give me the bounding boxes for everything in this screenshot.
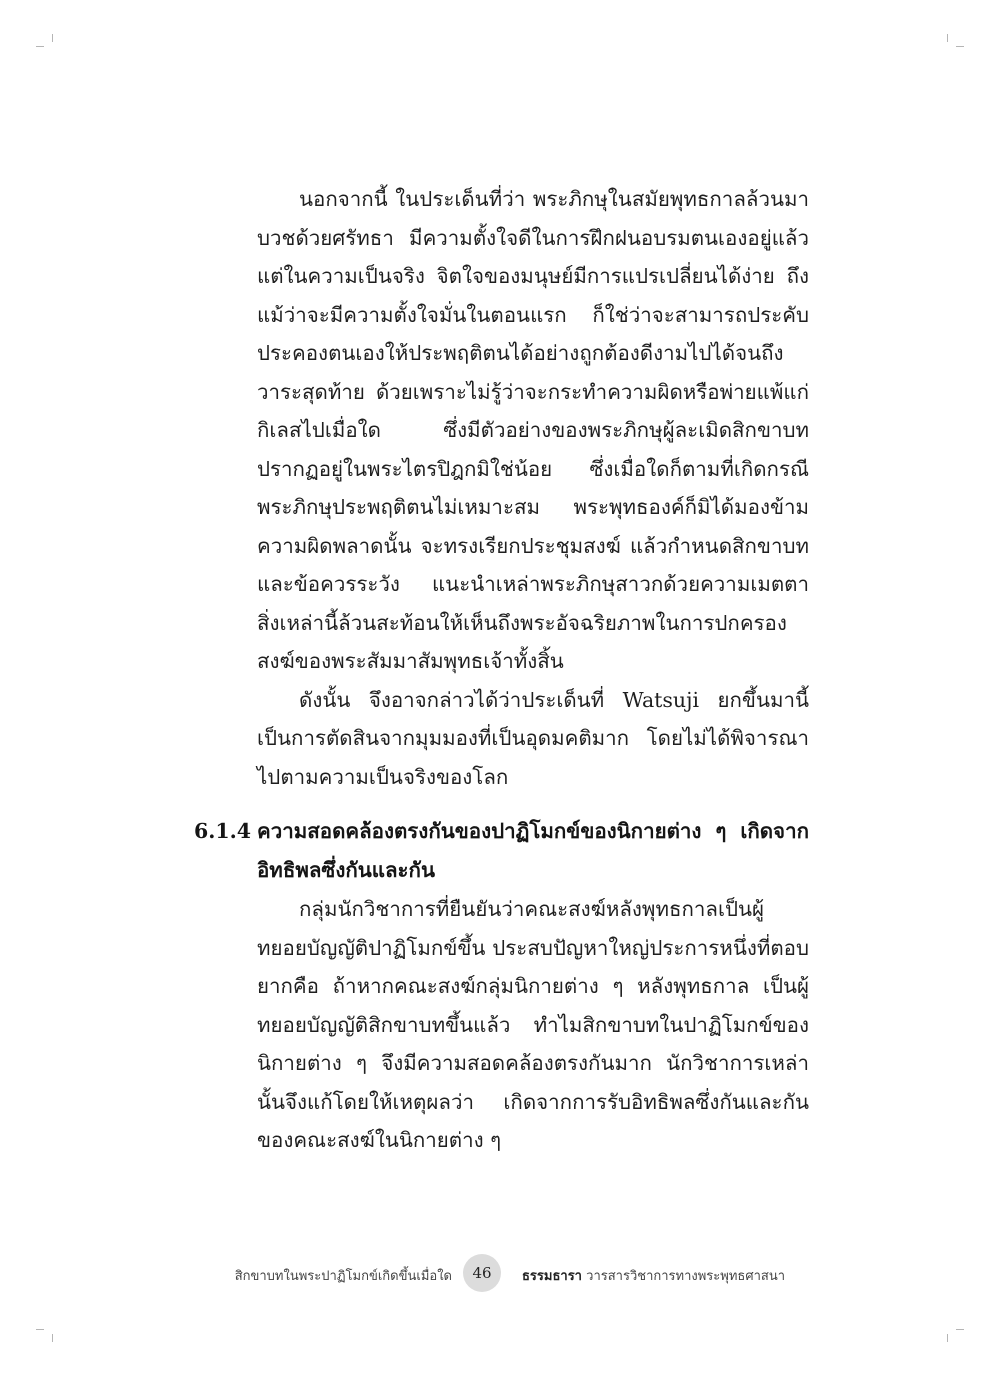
crop-mark <box>956 1329 964 1330</box>
crop-mark <box>36 46 44 47</box>
crop-mark <box>947 34 948 42</box>
crop-mark <box>52 1334 53 1342</box>
section-paragraph: กลุ่มนักวิชาการที่ยืนยันว่าคณะสงฆ์หลังพุทธกาลเป็นผู้ทยอยบัญญัติปาฏิโมกข์ขึ้น ประสบปัญหาใหญ่ประการหนึ่งที่ตอบยากคือ ถ้าหากคณะสงฆ์กลุ่มนิกายต่าง ๆ หลังพุทธกาล เป็นผู้ทยอยบัญญัติสิกขาบทขึ้นแล้ว ทำไมสิกขาบทในปาฏิโมกข์ของนิกายต่าง ๆ จึงมีความสอดคล้องตรงกันมาก นักวิชาการเหล่านั้นจึงแก้โดยให้เหตุผลว่า เกิดจากการรับอิทธิพลซึ่งกันและกันของคณะสงฆ์ในนิกายต่าง ๆ <box>257 897 809 1152</box>
paragraph-1: นอกจากนี้ ในประเด็นที่ว่า พระภิกษุในสมัยพุทธกาลล้วนมาบวชด้วยศรัทธา มีความตั้งใจดีในการฝึกฝนอบรมตนเองอยู่แล้ว แต่ในความเป็นจริง จิตใจของมนุษย์มีการแปรเปลี่ยนได้ง่าย ถึงแม้ว่าจะมีความตั้งใจมั่นในตอนแรก ก็ใช่ว่าจะสามารถประคับประคองตนเองให้ประพฤติตนได้อย่างถูกต้องดีงามไปได้จนถึงวาระสุดท้าย ด้วยเพราะไม่รู้ว่าจะกระทำความผิดหรือพ่ายแพ้แก่กิเลสไปเมื่อใด ซึ่งมีตัวอย่างของพระภิกษุผู้ละเมิดสิกขาบทปรากฏอยู่ในพระไตรปิฎกมิใช่น้อย ซึ่งเมื่อใดก็ตามที่เกิดกรณีพระภิกษุประพฤติตนไม่เหมาะสม พระพุทธองค์ก็มิได้มองข้ามความผิดพลาดนั้น จะทรงเรียกประชุมสงฆ์ แล้วกำหนดสิกขาบทและข้อควรระวัง แนะนำเหล่าพระภิกษุสาวกด้วยความเมตตา สิ่งเหล่านี้ล้วนสะท้อนให้เห็นถึงพระอัจฉริยภาพในการปกครองสงฆ์ของพระสัมมาสัมพุทธเจ้าทั้งสิ้น <box>257 187 809 673</box>
section-title: ความสอดคล้องตรงกันของปาฏิโมกข์ของนิกายต่าง ๆ เกิดจากอิทธิพลซึ่งกันและกัน <box>257 819 809 882</box>
crop-mark <box>52 34 53 42</box>
section-number: 6.1.4 <box>194 819 252 843</box>
journal-subtitle: วารสารวิชาการทางพระพุทธศาสนา <box>586 1269 786 1284</box>
crop-mark <box>36 1329 44 1330</box>
section-body <box>257 890 809 1160</box>
crop-mark <box>947 1334 948 1342</box>
page-number: 46 <box>463 1254 501 1292</box>
footer-article-title: สิกขาบทในพระปาฏิโมกข์เกิดขึ้นเมื่อใด <box>234 1269 452 1284</box>
page-footer <box>0 1254 1000 1294</box>
paragraph-2: ดังนั้น จึงอาจกล่าวได้ว่าประเด็นที่ Watsuji ยกขึ้นมานี้ เป็นการตัดสินจากมุมมองที่เป็นอุดมคติมาก โดยไม่ได้พิจารณาไปตามความเป็นจริงของโลก <box>257 687 809 789</box>
crop-mark <box>956 46 964 47</box>
section-heading <box>194 812 814 889</box>
body-text <box>257 180 809 796</box>
journal-name: ธรรมธารา <box>522 1269 582 1284</box>
footer-journal <box>522 1265 785 1286</box>
